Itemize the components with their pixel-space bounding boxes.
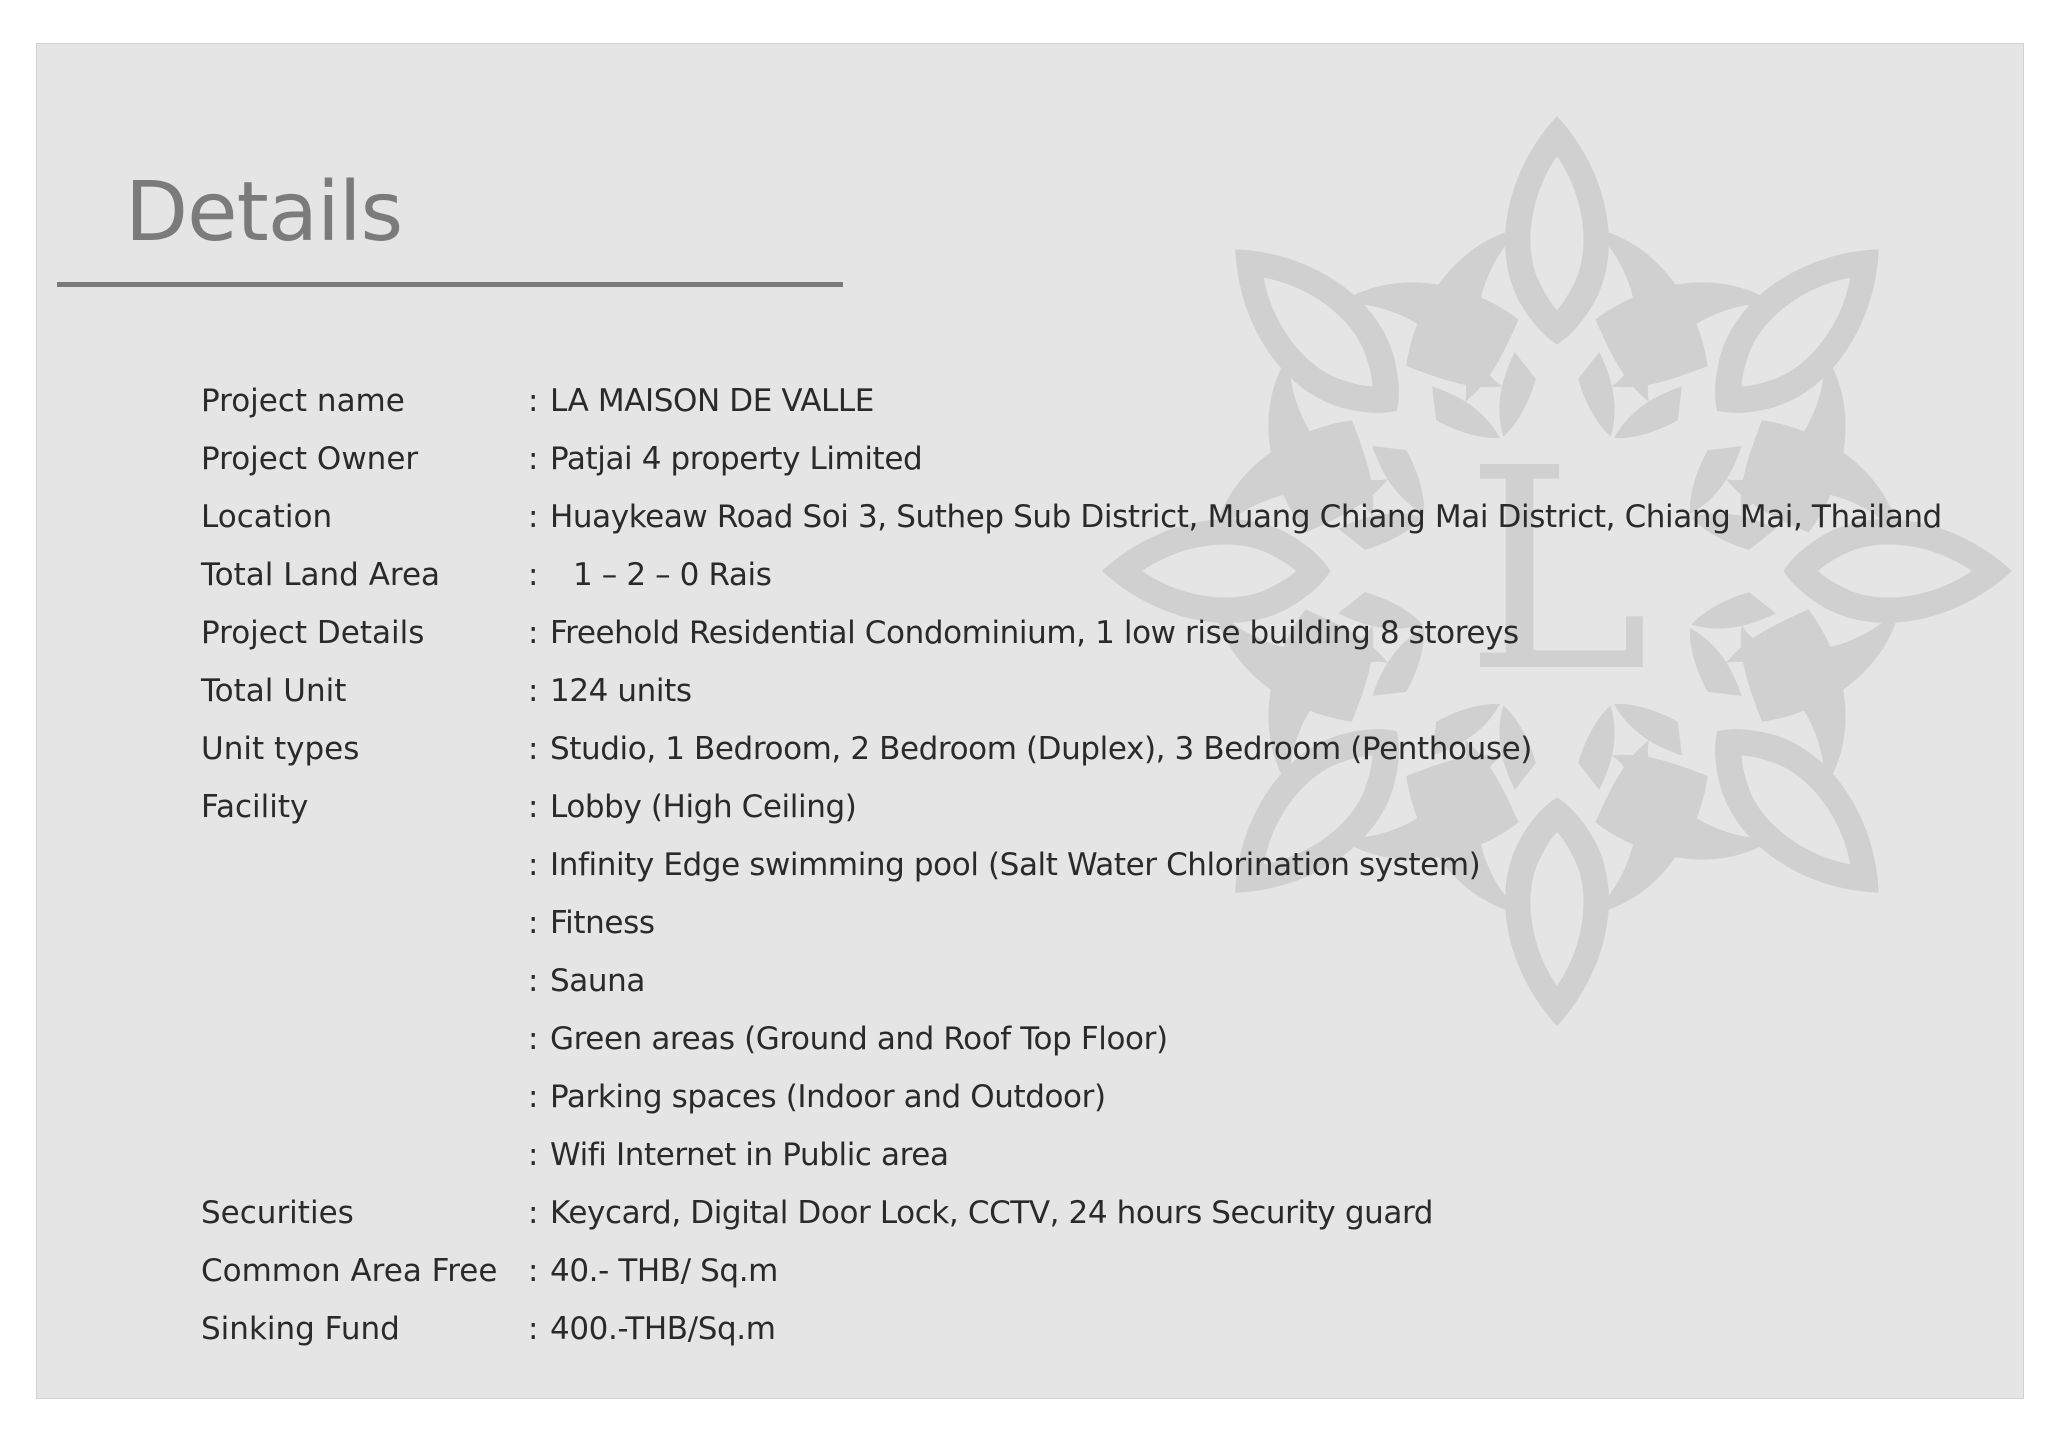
detail-separator: : bbox=[528, 1079, 539, 1115]
detail-value: 400.-THB/Sq.m bbox=[550, 1311, 776, 1347]
detail-separator: : bbox=[528, 1311, 539, 1347]
detail-separator: : bbox=[528, 963, 539, 999]
detail-value: Huaykeaw Road Soi 3, Suthep Sub District, Muang Chiang Mai District, Chiang Mai, Thailand bbox=[550, 499, 1942, 535]
detail-value: 1 – 2 – 0 Rais bbox=[573, 557, 772, 593]
detail-separator: : bbox=[528, 1253, 539, 1289]
detail-value: Parking spaces (Indoor and Outdoor) bbox=[550, 1079, 1106, 1115]
detail-separator: : bbox=[528, 499, 539, 535]
detail-row-facility-green-areas bbox=[201, 1010, 2001, 1068]
detail-separator: : bbox=[528, 789, 539, 825]
title-underline bbox=[57, 282, 843, 287]
detail-separator: : bbox=[528, 557, 539, 593]
detail-value: Sauna bbox=[550, 963, 645, 999]
detail-label: Total Unit bbox=[201, 673, 347, 709]
detail-row-project-details bbox=[201, 604, 2001, 662]
detail-row-sinking-fund bbox=[201, 1300, 2001, 1358]
details-panel bbox=[36, 43, 2024, 1399]
detail-value: Patjai 4 property Limited bbox=[550, 441, 923, 477]
detail-separator: : bbox=[528, 1137, 539, 1173]
detail-value: LA MAISON DE VALLE bbox=[550, 383, 874, 419]
detail-label: Total Land Area bbox=[201, 557, 441, 593]
detail-separator: : bbox=[528, 731, 539, 767]
detail-separator: : bbox=[528, 673, 539, 709]
detail-row-common-area-free bbox=[201, 1242, 2001, 1300]
detail-row-project-owner bbox=[201, 430, 2001, 488]
detail-value: Keycard, Digital Door Lock, CCTV, 24 hours Security guard bbox=[550, 1195, 1434, 1231]
detail-separator: : bbox=[528, 441, 539, 477]
detail-value: Infinity Edge swimming pool (Salt Water Chlorination system) bbox=[550, 847, 1481, 883]
detail-value: Studio, 1 Bedroom, 2 Bedroom (Duplex), 3 Bedroom (Penthouse) bbox=[550, 731, 1532, 767]
detail-label: Securities bbox=[201, 1195, 354, 1231]
detail-row-facility bbox=[201, 778, 2001, 836]
detail-separator: : bbox=[528, 383, 539, 419]
detail-value: Fitness bbox=[550, 905, 655, 941]
detail-row-facility-fitness bbox=[201, 894, 2001, 952]
detail-value: Lobby (High Ceiling) bbox=[550, 789, 857, 825]
detail-row-total-unit bbox=[201, 662, 2001, 720]
detail-label: Common Area Free bbox=[201, 1253, 498, 1289]
detail-label: Location bbox=[201, 499, 333, 535]
detail-separator: : bbox=[528, 847, 539, 883]
detail-row-facility-wifi bbox=[201, 1126, 2001, 1184]
detail-row-facility-pool bbox=[201, 836, 2001, 894]
detail-label: Project name bbox=[201, 383, 405, 419]
detail-row-facility-parking bbox=[201, 1068, 2001, 1126]
details-list bbox=[201, 372, 2001, 1358]
detail-separator: : bbox=[528, 1195, 539, 1231]
detail-value: Freehold Residential Condominium, 1 low rise building 8 storeys bbox=[550, 615, 1519, 651]
detail-row-total-land-area bbox=[201, 546, 2001, 604]
detail-value: Wifi Internet in Public area bbox=[550, 1137, 949, 1173]
watermark-letter: L bbox=[1464, 409, 1650, 733]
detail-row-facility-sauna bbox=[201, 952, 2001, 1010]
detail-row-location bbox=[201, 488, 2001, 546]
detail-value: 40.- THB/ Sq.m bbox=[550, 1253, 778, 1289]
detail-separator: : bbox=[528, 1021, 539, 1057]
page-title: Details bbox=[125, 165, 403, 260]
detail-label: Project Owner bbox=[201, 441, 419, 477]
detail-separator: : bbox=[528, 905, 539, 941]
detail-label: Facility bbox=[201, 789, 309, 825]
detail-row-securities bbox=[201, 1184, 2001, 1242]
detail-value: Green areas (Ground and Roof Top Floor) bbox=[550, 1021, 1168, 1057]
detail-label: Sinking Fund bbox=[201, 1311, 400, 1347]
detail-label: Unit types bbox=[201, 731, 360, 767]
detail-row-project-name bbox=[201, 372, 2001, 430]
detail-value: 124 units bbox=[550, 673, 692, 709]
detail-separator: : bbox=[528, 615, 539, 651]
detail-label: Project Details bbox=[201, 615, 425, 651]
detail-row-unit-types bbox=[201, 720, 2001, 778]
